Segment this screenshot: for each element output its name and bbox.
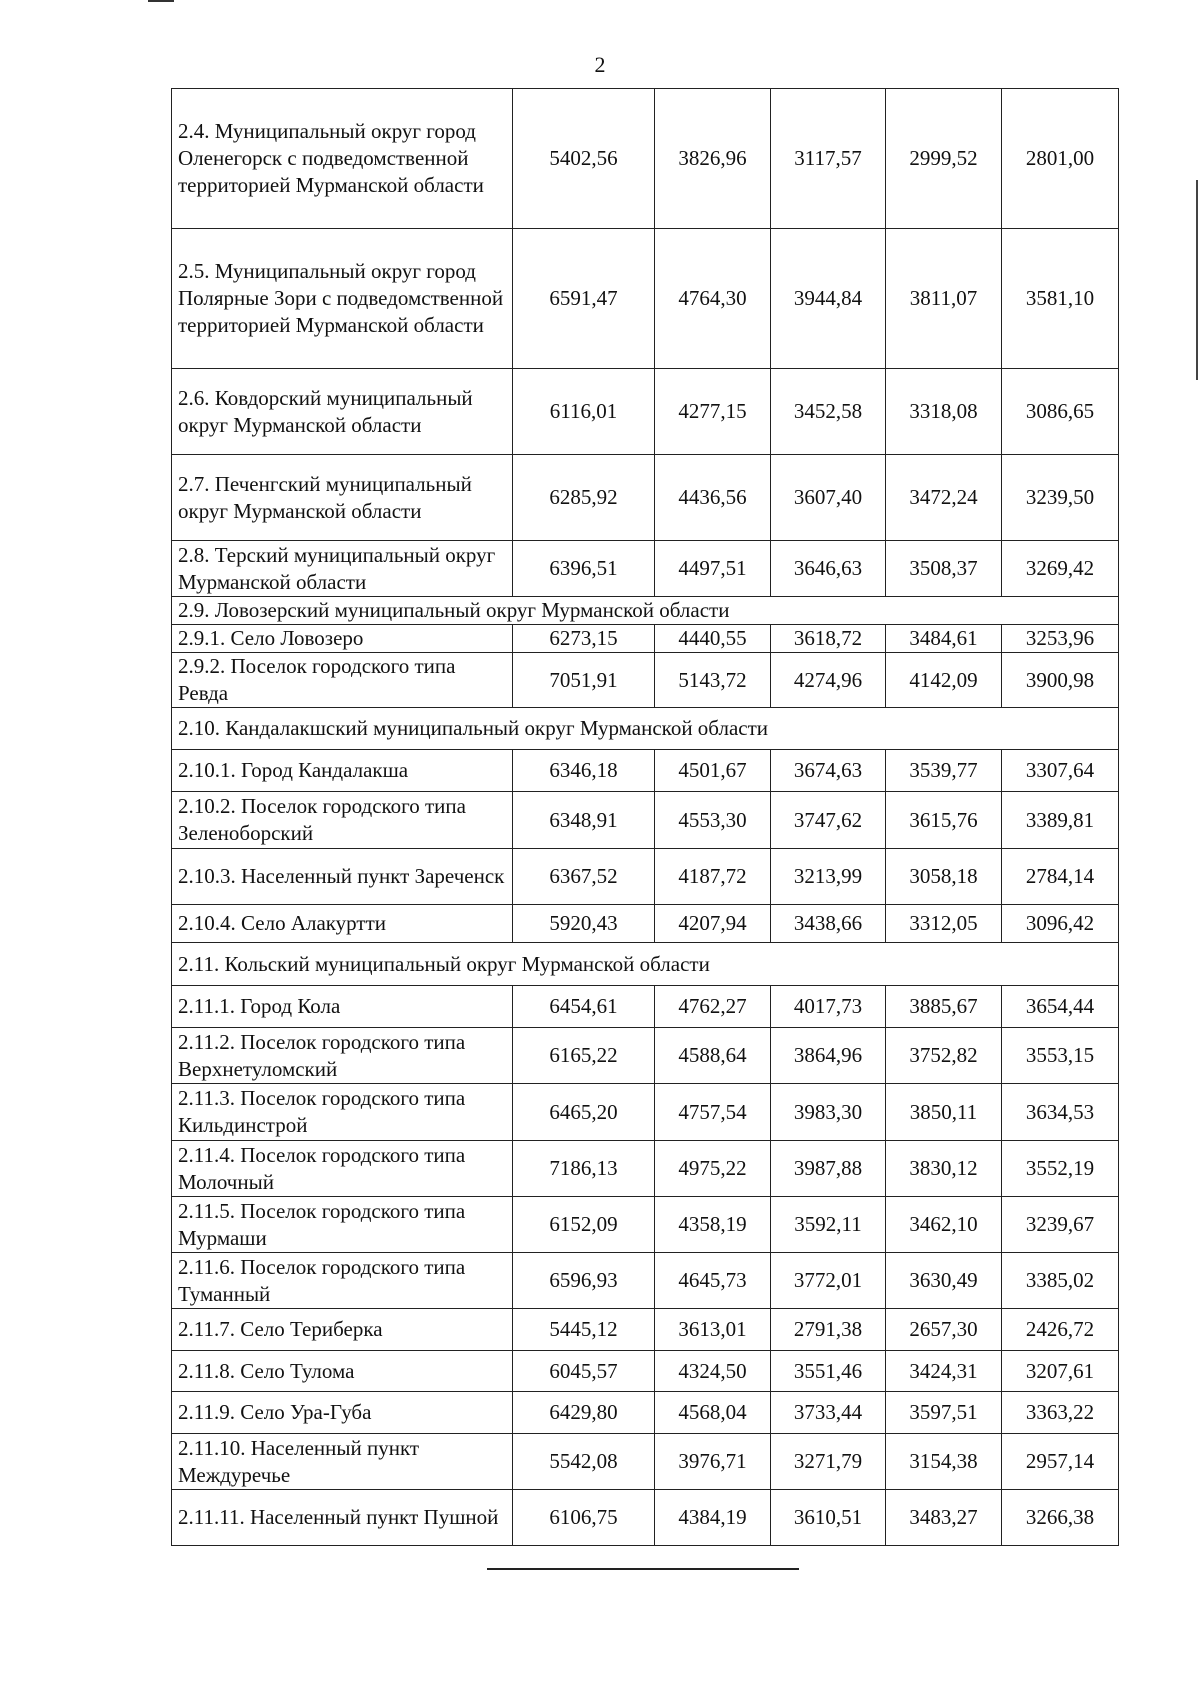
value-cell: 4324,50	[655, 1351, 771, 1392]
value-cell: 4274,96	[771, 653, 886, 708]
table-row	[172, 541, 1119, 597]
value-cell: 4436,56	[655, 455, 771, 541]
settlement-name: 2.11.7. Село Териберка	[172, 1309, 513, 1351]
value-cell: 3987,88	[771, 1141, 886, 1197]
table-row	[172, 905, 1119, 943]
value-cell: 4588,64	[655, 1028, 771, 1084]
table-row	[172, 792, 1119, 849]
settlement-name: 2.4. Муниципальный округ город Оленегорск с подведомственной территорией Мурманской области	[172, 89, 513, 229]
value-cell: 3462,10	[886, 1197, 1002, 1253]
value-cell: 3615,76	[886, 792, 1002, 849]
settlement-name: 2.6. Ковдорский муниципальный округ Мурманской области	[172, 369, 513, 455]
value-cell: 6346,18	[513, 750, 655, 792]
footer-rule	[487, 1568, 799, 1570]
value-cell: 3983,30	[771, 1084, 886, 1141]
table-row	[172, 369, 1119, 455]
settlement-name: 2.9.1. Село Ловозеро	[172, 625, 513, 653]
value-cell: 3553,15	[1002, 1028, 1119, 1084]
settlement-name: 2.10.1. Город Кандалакша	[172, 750, 513, 792]
value-cell: 4207,94	[655, 905, 771, 943]
value-cell: 3539,77	[886, 750, 1002, 792]
section-row	[172, 708, 1119, 750]
settlement-name: 2.11.9. Село Ура-Губа	[172, 1392, 513, 1434]
value-cell: 3850,11	[886, 1084, 1002, 1141]
value-cell: 2801,00	[1002, 89, 1119, 229]
value-cell: 2657,30	[886, 1309, 1002, 1351]
value-cell: 3630,49	[886, 1253, 1002, 1309]
value-cell: 6396,51	[513, 541, 655, 597]
value-cell: 4017,73	[771, 986, 886, 1028]
settlement-name: 2.7. Печенгский муниципальный округ Мурманской области	[172, 455, 513, 541]
settlement-name: 2.11.5. Поселок городского типа Мурмаши	[172, 1197, 513, 1253]
value-cell: 5920,43	[513, 905, 655, 943]
value-cell: 6454,61	[513, 986, 655, 1028]
value-cell: 3864,96	[771, 1028, 886, 1084]
value-cell: 3213,99	[771, 849, 886, 905]
value-cell: 3424,31	[886, 1351, 1002, 1392]
value-cell: 3239,67	[1002, 1197, 1119, 1253]
table-row	[172, 1351, 1119, 1392]
table-row	[172, 1028, 1119, 1084]
value-cell: 3438,66	[771, 905, 886, 943]
settlement-name: 2.10.2. Поселок городского типа Зеленоборский	[172, 792, 513, 849]
value-cell: 6591,47	[513, 229, 655, 369]
value-cell: 3239,50	[1002, 455, 1119, 541]
value-cell: 6367,52	[513, 849, 655, 905]
table-row	[172, 229, 1119, 369]
settlement-name: 2.11.6. Поселок городского типа Туманный	[172, 1253, 513, 1309]
section-row	[172, 943, 1119, 986]
value-cell: 3154,38	[886, 1434, 1002, 1490]
value-cell: 6429,80	[513, 1392, 655, 1434]
value-cell: 3472,24	[886, 455, 1002, 541]
value-cell: 3552,19	[1002, 1141, 1119, 1197]
value-cell: 3592,11	[771, 1197, 886, 1253]
value-cell: 3976,71	[655, 1434, 771, 1490]
value-cell: 3830,12	[886, 1141, 1002, 1197]
value-cell: 4501,67	[655, 750, 771, 792]
settlement-name: 2.10.4. Село Алакуртти	[172, 905, 513, 943]
value-cell: 6116,01	[513, 369, 655, 455]
value-cell: 7186,13	[513, 1141, 655, 1197]
value-cell: 4757,54	[655, 1084, 771, 1141]
value-cell: 5402,56	[513, 89, 655, 229]
value-cell: 3318,08	[886, 369, 1002, 455]
table-row	[172, 625, 1119, 653]
value-cell: 5542,08	[513, 1434, 655, 1490]
value-cell: 3253,96	[1002, 625, 1119, 653]
table-row	[172, 1309, 1119, 1351]
section-row	[172, 597, 1119, 625]
settlement-name: 2.11.8. Село Тулома	[172, 1351, 513, 1392]
value-cell: 3885,67	[886, 986, 1002, 1028]
value-cell: 6348,91	[513, 792, 655, 849]
value-cell: 3900,98	[1002, 653, 1119, 708]
settlement-name: 2.11.10. Населенный пункт Междуречье	[172, 1434, 513, 1490]
value-cell: 2957,14	[1002, 1434, 1119, 1490]
value-cell: 4497,51	[655, 541, 771, 597]
value-cell: 3597,51	[886, 1392, 1002, 1434]
value-cell: 3508,37	[886, 541, 1002, 597]
value-cell: 2999,52	[886, 89, 1002, 229]
table-row	[172, 1490, 1119, 1546]
value-cell: 3385,02	[1002, 1253, 1119, 1309]
value-cell: 4975,22	[655, 1141, 771, 1197]
value-cell: 3307,64	[1002, 750, 1119, 792]
table-row	[172, 1392, 1119, 1434]
value-cell: 2426,72	[1002, 1309, 1119, 1351]
value-cell: 4384,19	[655, 1490, 771, 1546]
value-cell: 3117,57	[771, 89, 886, 229]
value-cell: 6596,93	[513, 1253, 655, 1309]
table-row	[172, 1084, 1119, 1141]
value-cell: 6152,09	[513, 1197, 655, 1253]
value-cell: 3811,07	[886, 229, 1002, 369]
table-row	[172, 849, 1119, 905]
table-row	[172, 1434, 1119, 1490]
value-cell: 4764,30	[655, 229, 771, 369]
value-cell: 4762,27	[655, 986, 771, 1028]
value-cell: 3654,44	[1002, 986, 1119, 1028]
margin-mark	[1196, 180, 1198, 380]
table-row	[172, 455, 1119, 541]
value-cell: 3826,96	[655, 89, 771, 229]
table-row	[172, 986, 1119, 1028]
value-cell: 3646,63	[771, 541, 886, 597]
value-cell: 3096,42	[1002, 905, 1119, 943]
section-title: 2.9. Ловозерский муниципальный округ Мурманской области	[172, 597, 1119, 625]
value-cell: 4440,55	[655, 625, 771, 653]
value-cell: 3484,61	[886, 625, 1002, 653]
table-row	[172, 1141, 1119, 1197]
value-cell: 7051,91	[513, 653, 655, 708]
settlement-name: 2.11.3. Поселок городского типа Кильдинстрой	[172, 1084, 513, 1141]
value-cell: 4568,04	[655, 1392, 771, 1434]
value-cell: 4645,73	[655, 1253, 771, 1309]
value-cell: 3618,72	[771, 625, 886, 653]
value-cell: 6273,15	[513, 625, 655, 653]
settlement-name: 2.11.4. Поселок городского типа Молочный	[172, 1141, 513, 1197]
value-cell: 3452,58	[771, 369, 886, 455]
value-cell: 5143,72	[655, 653, 771, 708]
value-cell: 3551,46	[771, 1351, 886, 1392]
value-cell: 3266,38	[1002, 1490, 1119, 1546]
value-cell: 3607,40	[771, 455, 886, 541]
value-cell: 3733,44	[771, 1392, 886, 1434]
value-cell: 3086,65	[1002, 369, 1119, 455]
value-cell: 3312,05	[886, 905, 1002, 943]
settlement-name: 2.9.2. Поселок городского типа Ревда	[172, 653, 513, 708]
settlement-name: 2.11.2. Поселок городского типа Верхнетуломский	[172, 1028, 513, 1084]
value-cell: 3610,51	[771, 1490, 886, 1546]
value-cell: 3772,01	[771, 1253, 886, 1309]
value-cell: 3581,10	[1002, 229, 1119, 369]
value-cell: 3389,81	[1002, 792, 1119, 849]
settlement-name: 2.10.3. Населенный пункт Зареченск	[172, 849, 513, 905]
settlement-name: 2.5. Муниципальный округ город Полярные Зори с подведомственной территорией Мурманской области	[172, 229, 513, 369]
value-cell: 4553,30	[655, 792, 771, 849]
value-cell: 3271,79	[771, 1434, 886, 1490]
value-cell: 3058,18	[886, 849, 1002, 905]
value-cell: 3752,82	[886, 1028, 1002, 1084]
table-row	[172, 1253, 1119, 1309]
value-cell: 6045,57	[513, 1351, 655, 1392]
value-cell: 3944,84	[771, 229, 886, 369]
value-cell: 4187,72	[655, 849, 771, 905]
value-cell: 2784,14	[1002, 849, 1119, 905]
value-cell: 4277,15	[655, 369, 771, 455]
value-cell: 3634,53	[1002, 1084, 1119, 1141]
value-cell: 4358,19	[655, 1197, 771, 1253]
value-cell: 3613,01	[655, 1309, 771, 1351]
value-cell: 3207,61	[1002, 1351, 1119, 1392]
value-cell: 3483,27	[886, 1490, 1002, 1546]
table-row	[172, 1197, 1119, 1253]
table-row	[172, 653, 1119, 708]
table-body	[172, 89, 1119, 1546]
value-cell: 6285,92	[513, 455, 655, 541]
value-cell: 5445,12	[513, 1309, 655, 1351]
value-cell: 3269,42	[1002, 541, 1119, 597]
value-cell: 6106,75	[513, 1490, 655, 1546]
value-cell: 3747,62	[771, 792, 886, 849]
settlement-name: 2.8. Терский муниципальный округ Мурманской области	[172, 541, 513, 597]
value-cell: 2791,38	[771, 1309, 886, 1351]
tariff-table	[171, 88, 1119, 1546]
table-row	[172, 750, 1119, 792]
value-cell: 6465,20	[513, 1084, 655, 1141]
page-number: 2	[594, 52, 606, 77]
value-cell: 4142,09	[886, 653, 1002, 708]
section-title: 2.11. Кольский муниципальный округ Мурманской области	[172, 943, 1119, 986]
settlement-name: 2.11.11. Населенный пункт Пушной	[172, 1490, 513, 1546]
settlement-name: 2.11.1. Город Кола	[172, 986, 513, 1028]
value-cell: 6165,22	[513, 1028, 655, 1084]
table-row	[172, 89, 1119, 229]
section-title: 2.10. Кандалакшский муниципальный округ Мурманской области	[172, 708, 1119, 750]
value-cell: 3674,63	[771, 750, 886, 792]
value-cell: 3363,22	[1002, 1392, 1119, 1434]
scan-mark	[148, 0, 174, 2]
